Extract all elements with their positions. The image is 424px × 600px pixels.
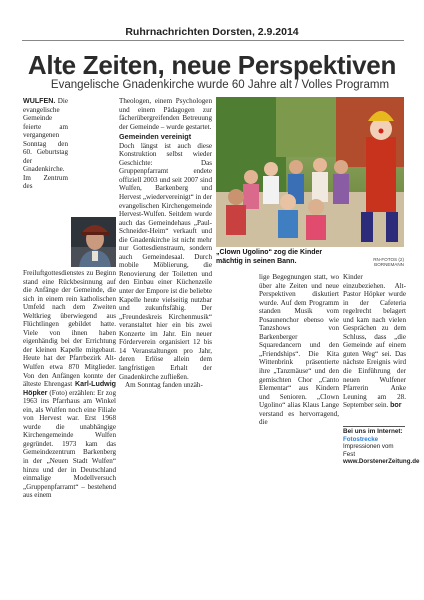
column-1-body — [23, 97, 116, 500]
col2-tail: Am Sonntag fanden unzäh- — [125, 381, 203, 390]
col3-body: lige Begegnungen statt, wo über alte Zeiten und neue Perspektiven diskutiert wurde. Auf dem Programm standen Musik vom Posaunenchor ebenso wie Tanzshows von Barkenberger Squaredancern und den „Friendships“. Die Kita Wittenbrink präsentierte ihre „Tanzmäuse“ und den gemischten Chor „Canto Elementar“ aus Kindern und Senioren. „Clown Ugolino“ alias Klaus Lange verstand es hervorragend, die — [259, 273, 339, 427]
photo-caption: „Clown Ugolino“ zog die Kinder mächtig in seinen Bann. — [216, 249, 323, 265]
dateline-text: WULFEN. — [23, 97, 56, 105]
col2-intro: Theologen, einem Psychologen und einem Pädagogen zur fächerübergreifenden Betreuung der Gemeinde – wurde gestartet. — [119, 97, 212, 131]
column-2 — [119, 97, 212, 390]
article-continued: (Foto) erzählen: Er zog 1963 ins Pfarrhaus am Winkel ein, als Wulfen noch eine Filiale von Hervest war. Erst 1968 wurde die unabhängige Kirchengemeinde Wulfen gegründet. 1973 kam das Gemeindezentrum Barkenberg in der „Neuen Stadt Wulfen“ hinzu und der in Deutschland einmalige Modellversuch „Gruppenpfarramt“ – bestehend aus einem — [23, 388, 116, 500]
article-intro: Die evangelische Gemeinde feierte am vergangenen Sonntag den 60. Geburtstag der Gnadenkirche. Im Zentrum des Freiluftgottesdienstes zu Beginn stand eine Rückbesinnung auf die Anfänge der Gemeinde, die sich in einem rein katholischen Umfeld nach dem Zweiten Weltkrieg überwiegend aus Flüchtlingen gebildet hatte. Viele von ihnen haben eigenhändig bei der Errichtung der kleinen Kapelle mitgebaut. Heute hat der Pfarrbezirk Alt-Wulfen etwa 870 Mitglieder. Von den Anfängen konnte der älteste Ehrengast — [23, 97, 116, 389]
event-photo — [216, 97, 404, 247]
info-box-rule — [343, 426, 405, 427]
col2-body: Doch längst ist auch diese Konstruktion selbst wieder Geschichte: Das Gruppenpfarramt endete offiziell 2003 und seit 2007 sind Wulfen, Barkenberg und Hervest „wiedervereinigt“ in der evangelischen Kirchengemeinde Hervest-Wulfen. Seitdem wurde auch das Gemeindehaus „Paul-Schneider-Heim“ verkauft und die Gnadenkirche ist nicht mehr nur Gottesdienstraum, sondern auch Gemeindesaal. Durch mobile Möblierung, die Renovierung der Toiletten und den Einbau einer Küchenzeile unter der Empore ist die beliebte Kapelle heute vielseitig nutzbar und zukunftsfähig. Der „Freundeskreis Kirchenmusik“ veranstaltet hier ein bis zwei Konzerte im Jahr. Ein neuer Förderverein organisiert 12 bis 14 Veranstaltungen pro Jahr, deren Erlöse allein dem langfristigen Erhalt der Gnadenkirche zufließen. — [119, 141, 212, 381]
section-subtitle: Gemeinden vereinigt — [119, 132, 192, 142]
photo-credit: RN-FOTOS (2) BORNEMANN — [373, 257, 404, 267]
headline: Alte Zeiten, neue Perspektiven — [27, 50, 397, 80]
person-name: Karl-Ludwig Höpker — [23, 380, 116, 397]
column-3 — [259, 273, 339, 427]
info-box-text: Impressionen vom Fest — [343, 443, 394, 458]
info-box-highlight[interactable]: Fotostrecke — [343, 435, 379, 443]
info-box-url[interactable]: www.DorstenerZeitung.de — [343, 458, 420, 466]
masthead-rule — [22, 40, 404, 41]
info-box — [343, 428, 420, 466]
masthead: Ruhrnachrichten Dorsten, 2.9.2014 — [125, 26, 299, 38]
subheadline: Evangelische Gnadenkirche wurde 60 Jahre alt / Volles Programm — [50, 79, 390, 91]
col4-body: Kinder einzubeziehen. Alt-Pastor Höpker wurde in der Cafeteria regelrecht belagert und kam nach vielen Gesprächen zu dem Schluss, dass „die Gemeinde auf einem guten Weg“ sei. Das nächste Ereignis wird die Einführung der neuen Wulfener Pfarrerin Anke Leuning am 28. September sein. — [343, 273, 406, 410]
info-box-title: Bei uns im Internet: — [343, 428, 403, 435]
author-signature: bor — [390, 401, 402, 410]
column-4 — [343, 273, 406, 423]
portrait-photo — [71, 217, 116, 267]
